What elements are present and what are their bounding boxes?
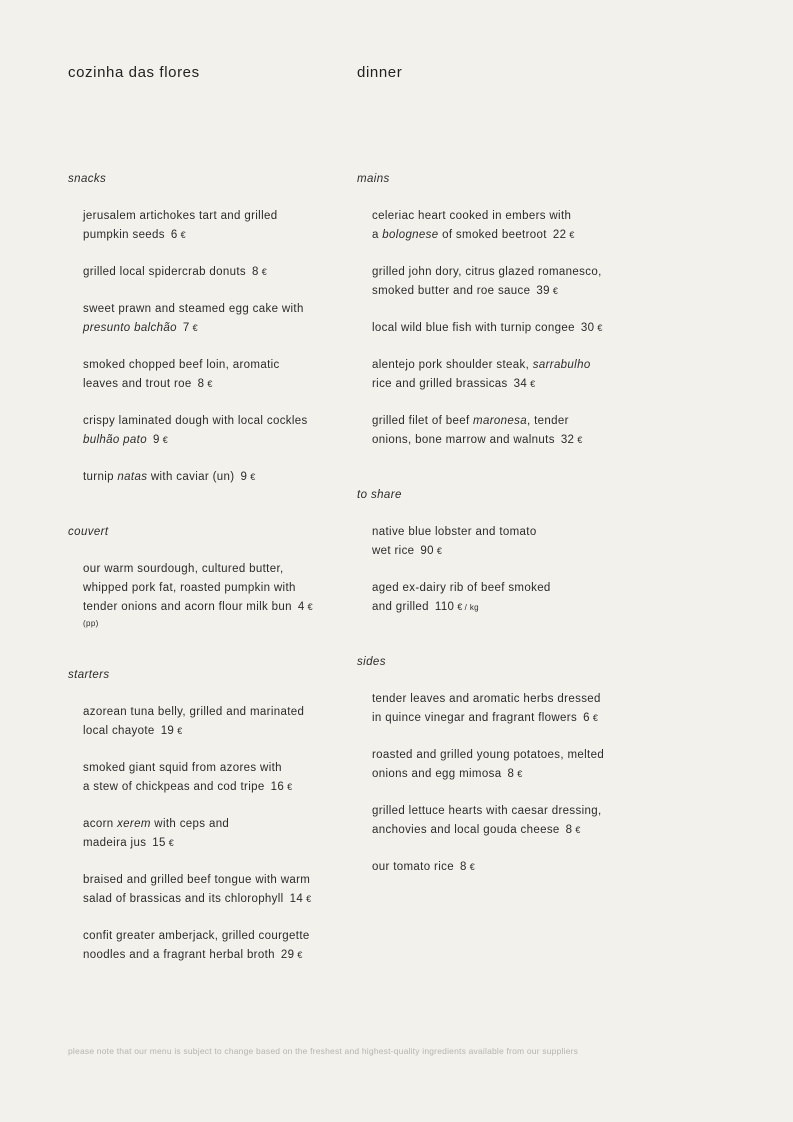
dish-term: maronesa [473,415,527,427]
currency-symbol: € [575,825,581,835]
dish-text: our warm sourdough, cultured butter, [83,563,284,575]
dish-text: with caviar (un) [147,471,235,483]
dish-price: 8 [197,378,205,390]
dish-description-line [83,579,348,598]
dish-description-line [83,468,348,487]
section-title: sides [357,656,386,668]
menu-item [83,560,348,630]
menu-section-to-share [357,486,637,617]
dish-price: 32 [560,434,575,446]
dish-description-line [372,282,637,301]
currency-symbol: € [168,838,175,848]
currency-symbol: € [530,379,536,389]
dish-text: wet rice [372,545,415,557]
dish-description-line [83,375,348,394]
dish-description-line [372,821,637,840]
price-unit: / kg [464,603,479,612]
dish-description-line [83,703,348,722]
dish-price: 15 [152,837,166,849]
dish-description-line [372,598,637,617]
currency-symbol: € [517,769,523,779]
dish-description-line [83,412,348,431]
dish-description-line [83,300,348,319]
section-title: snacks [68,173,107,185]
dish-description-line [372,523,637,542]
dish-description-line [372,431,637,450]
dish-price: 7 [182,322,190,334]
dish-text: smoked chopped beef loin, aromatic [83,359,280,371]
dish-text: braised and grilled beef tongue with warm [83,874,311,886]
section-title: couvert [68,526,109,538]
currency-symbol: € [207,379,213,389]
dish-description-line [372,802,637,821]
currency-symbol: € [177,726,183,736]
currency-symbol: € [287,782,293,792]
dish-price: 6 [583,712,590,724]
dish-price: 9 [240,471,248,483]
right-menu-column [357,170,637,913]
currency-symbol: € [192,323,198,333]
dish-description-line [83,560,348,579]
dish-text: grilled lettuce hearts with caesar dressing, [372,805,602,817]
dish-description-line [83,759,348,778]
dish-price: 4 [297,601,305,613]
menu-section-snacks [68,170,348,487]
dish-description-line [372,319,637,338]
dish-price: 22 [552,229,567,241]
dish-description-line [372,207,637,226]
dish-description-line [83,890,348,909]
dish-price: 14 [289,893,304,905]
menu-item [372,263,637,301]
dish-text: in quince vinegar and fragrant flowers [372,712,578,724]
menu-item [83,300,348,338]
dish-price: 8 [507,768,515,780]
dish-description-line [83,263,348,282]
menu-item [372,690,637,728]
dish-text: grilled local spidercrab donuts [83,266,246,278]
dish-description-line [83,319,348,338]
dish-description-line [83,431,348,450]
menu-item [372,356,637,394]
menu-item [372,746,637,784]
dish-text: sweet prawn and steamed egg cake with [83,303,304,315]
menu-item [83,703,348,741]
dish-text: native blue lobster and tomato [372,526,537,538]
dish-description-line [372,356,637,375]
currency-symbol: € [597,323,603,333]
dish-text: rice and grilled brassicas [372,378,508,390]
dish-price: 8 [565,824,573,836]
dish-text: jerusalem artichokes tart and grilled [83,210,278,222]
dish-description-line [372,579,637,598]
dish-text: alentejo pork shoulder steak, [372,359,533,371]
dish-text: onions, bone marrow and walnuts [372,434,555,446]
menu-item [372,412,637,450]
dish-description-line [372,690,637,709]
menu-item [372,523,637,561]
dish-description-line [83,356,348,375]
dish-text: a [372,229,383,241]
dish-description-line [83,927,348,946]
menu-item [83,263,348,282]
dish-description-line [372,263,637,282]
dish-text: smoked giant squid from azores with [83,762,282,774]
dish-text: anchovies and local gouda cheese [372,824,560,836]
dish-text: a stew of chickpeas and cod tripe [83,781,265,793]
dish-text: leaves and trout roe [83,378,192,390]
menu-section-starters [68,666,348,965]
dish-text: madeira jus [83,837,147,849]
dish-text: tender leaves and aromatic herbs dressed [372,693,601,705]
currency-symbol: € [592,713,599,723]
dish-price: 30 [580,322,595,334]
dish-description-line [83,815,348,834]
menu-item [83,927,348,965]
dish-text: crispy laminated dough with local cockles [83,415,308,427]
dish-description-line [83,598,348,617]
currency-symbol: € [306,894,312,904]
dish-text: local wild blue fish with turnip congee [372,322,575,334]
dish-text: grilled filet of beef [372,415,474,427]
menu-item [372,319,637,338]
dish-description-line [372,709,637,728]
dish-term: natas [117,471,148,483]
currency-symbol: € [261,267,268,277]
menu-item [83,207,348,245]
dish-text: aged ex-dairy rib of beef smoked [372,582,551,594]
dish-description-line [83,946,348,965]
dish-term: presunto balchão [83,322,177,334]
currency-symbol: € [436,546,443,556]
dish-description-line [83,226,348,245]
dish-description-line [372,375,637,394]
dish-description-line [372,858,637,877]
dish-description-line [372,746,637,765]
dish-text: our tomato rice [372,861,454,873]
dish-term: sarrabulho [532,359,591,371]
dish-text: celeriac heart cooked in embers with [372,210,572,222]
dish-price: 9 [152,434,160,446]
dish-text: roasted and grilled young potatoes, melted [372,749,605,761]
dish-price: 19 [160,725,175,737]
menu-item [83,468,348,487]
dish-text: with ceps and [150,818,230,830]
dish-text: noodles and a fragrant herbal broth [83,949,275,961]
section-title: to share [357,489,402,501]
dish-price: 39 [536,285,550,297]
dish-description-line [83,871,348,890]
currency-symbol: € [577,435,583,445]
dish-price: 6 [170,229,178,241]
dish-text: smoked butter and roe sauce [372,285,531,297]
currency-symbol: € [297,950,303,960]
dish-description-line [372,765,637,784]
menu-item [372,207,637,245]
dish-text: and grilled [372,601,429,613]
currency-symbol: € [162,435,169,445]
dish-text: salad of brassicas and its chlorophyll [83,893,284,905]
currency-symbol: € [552,286,559,296]
dish-text: turnip [83,471,118,483]
dish-text: confit greater amberjack, grilled courgette [83,930,310,942]
dish-text: onions and egg mimosa [372,768,502,780]
dish-text: local chayote [83,725,155,737]
dish-term: bolognese [382,229,439,241]
dish-price: 8 [459,861,467,873]
dish-text: of smoked beetroot [438,229,547,241]
dish-price: 29 [280,949,295,961]
section-title: starters [68,669,110,681]
dish-term: xerem [117,818,151,830]
menu-item [83,759,348,797]
dish-price: 110 [434,601,455,613]
dish-description-line [83,778,348,797]
menu-item [83,356,348,394]
price-note: (pp) [83,619,99,628]
menu-disclaimer: please note that our menu is subject to change based on the freshest and highest-quality ingredients available from our suppliers [68,1046,579,1056]
dish-text: tender onions and acorn flour milk bun [83,601,292,613]
dish-description-line [83,207,348,226]
currency-symbol: € [457,602,463,612]
menu-item [83,412,348,450]
dish-description-line [372,542,637,561]
restaurant-name: cozinha das flores [68,64,200,81]
menu-item [372,802,637,840]
menu-item [83,871,348,909]
menu-section-couvert [68,523,348,630]
dish-text: grilled john dory, citrus glazed romanesco, [372,266,602,278]
dish-price: 16 [270,781,285,793]
dish-description-line [372,412,637,431]
dish-price: 90 [420,545,434,557]
dish-price: 34 [513,378,528,390]
dish-text: whipped pork fat, roasted pumpkin with [83,582,296,594]
menu-title: dinner [357,64,403,81]
menu-item [372,858,637,877]
dish-text: , tender [526,415,569,427]
dish-text: azorean tuna belly, grilled and marinated [83,706,305,718]
menu-section-sides [357,653,637,877]
currency-symbol: € [307,602,314,612]
dish-term: bulhão pato [83,434,147,446]
dish-text: acorn [83,818,118,830]
dish-description-line [83,834,348,853]
dish-description-line [83,722,348,741]
left-menu-column [68,170,348,1001]
dish-description-line [372,226,637,245]
currency-symbol: € [569,230,575,240]
menu-section-mains [357,170,637,450]
dish-price: 8 [252,266,259,278]
currency-symbol: € [250,472,256,482]
section-title: mains [357,173,390,185]
menu-item [372,579,637,617]
currency-symbol: € [180,230,187,240]
dish-text: pumpkin seeds [83,229,165,241]
currency-symbol: € [469,862,476,872]
menu-item [83,815,348,853]
